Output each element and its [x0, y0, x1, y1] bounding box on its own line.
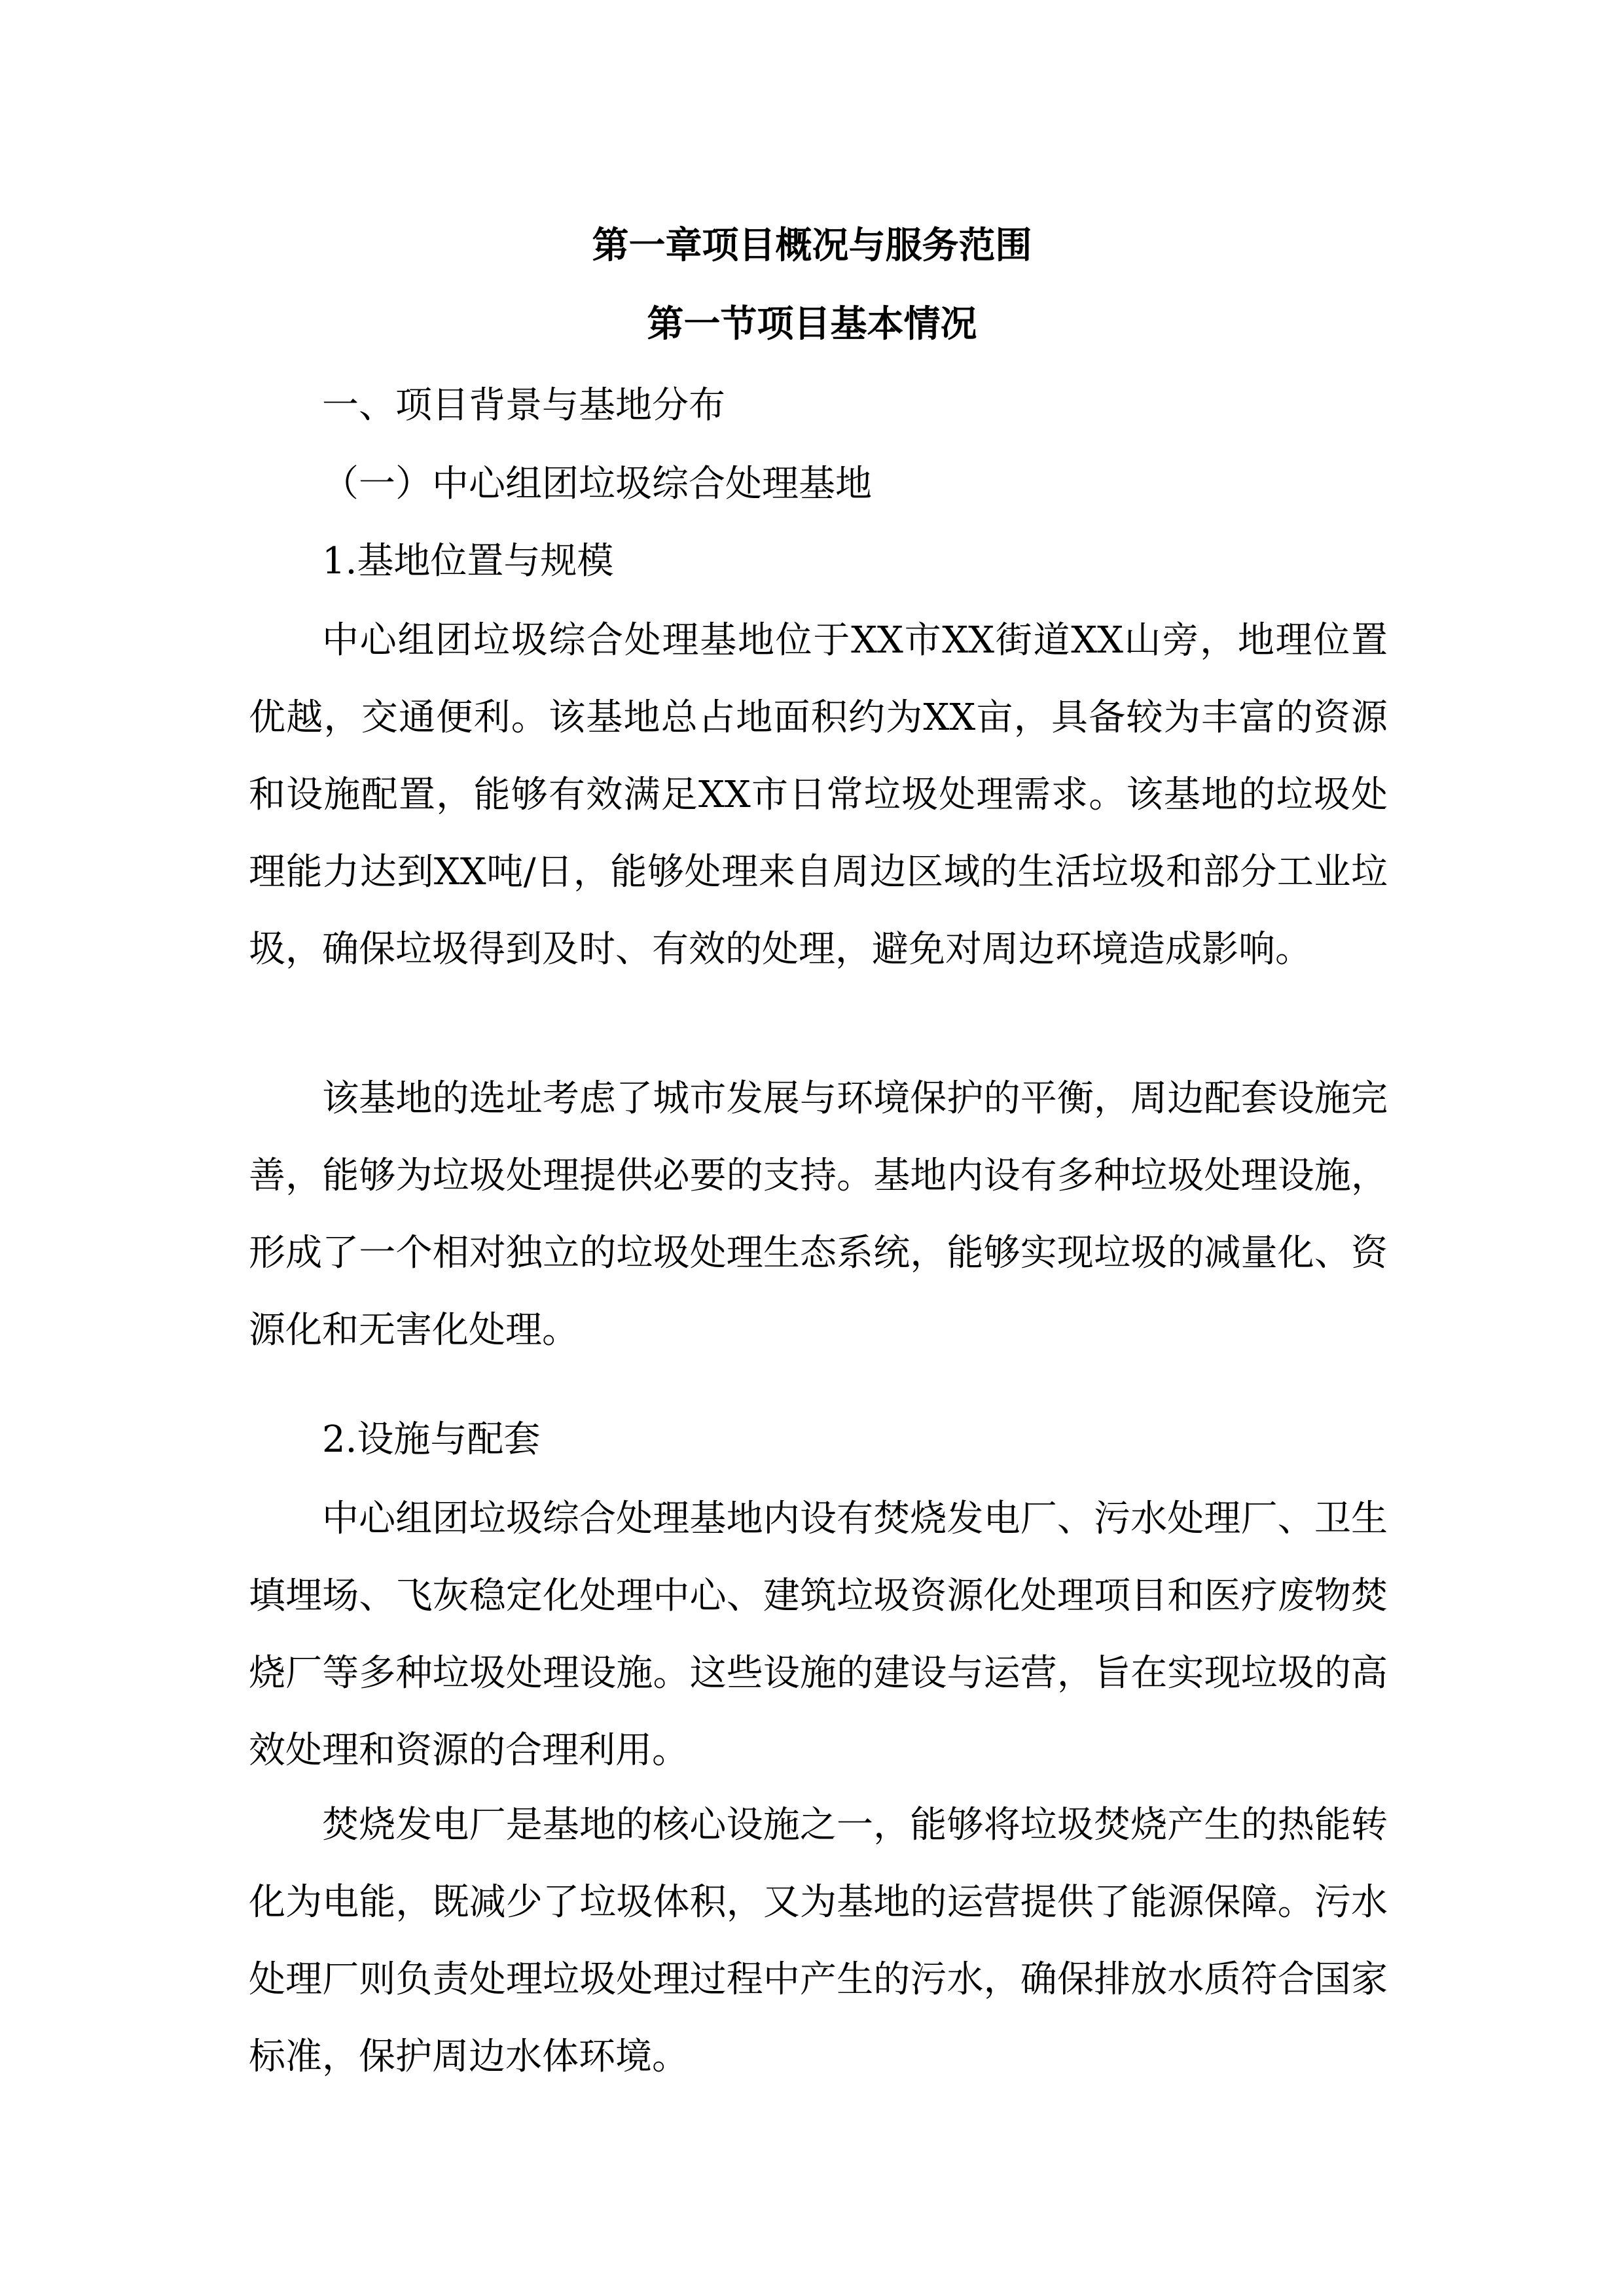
paragraph-site-selection: 该基地的选址考虑了城市发展与环境保护的平衡，周边配套设施完善，能够为垃圾处理提供必要的支持。基地内设有多种垃圾处理设施，形成了一个相对独立的垃圾处理生态系统，能够实现垃圾的减量化、资源化和无害化处理。 [249, 1077, 1388, 1352]
paragraph-location: 中心组团垃圾综合处理基地位于XX市XX街道XX山旁，地理位置优越，交通便利。该基地总占地面积约为XX亩，具备较为丰富的资源和设施配置，能够有效满足XX市日常垃圾处理需求。该基地的垃圾处理能力达到XX吨/日，能够处理来自周边区域的生活垃圾和部分工业垃圾，确保垃圾得到及时、有效的处理，避免对周边环境造成影响。 [249, 619, 1388, 971]
paragraph-incineration: 焚烧发电厂是基地的核心设施之一，能够将垃圾焚烧产生的热能转化为电能，既减少了垃圾体积，又为基地的运营提供了能源保障。污水处理厂则负责处理垃圾处理过程中产生的污水，确保排放水质符合国家标准，保护周边水体环境。 [249, 1804, 1388, 2078]
subheading-location-scale: 1.基地位置与规模 [322, 540, 614, 583]
subheading-facilities: 2.设施与配套 [322, 1418, 541, 1461]
subheading-central-base: （一）中心组团垃圾综合处理基地 [322, 463, 872, 505]
subheading-project-background: 一、项目背景与基地分布 [322, 384, 725, 427]
section-title: 第一节项目基本情况 [647, 302, 977, 346]
chapter-title: 第一章项目概况与服务范围 [592, 224, 1032, 267]
paragraph-facilities: 中心组团垃圾综合处理基地内设有焚烧发电厂、污水处理厂、卫生填埋场、飞灰稳定化处理中心、建筑垃圾资源化处理项目和医疗废物焚烧厂等多种垃圾处理设施。这些设施的建设与运营，旨在实现垃圾的高效处理和资源的合理利用。 [249, 1498, 1388, 1772]
